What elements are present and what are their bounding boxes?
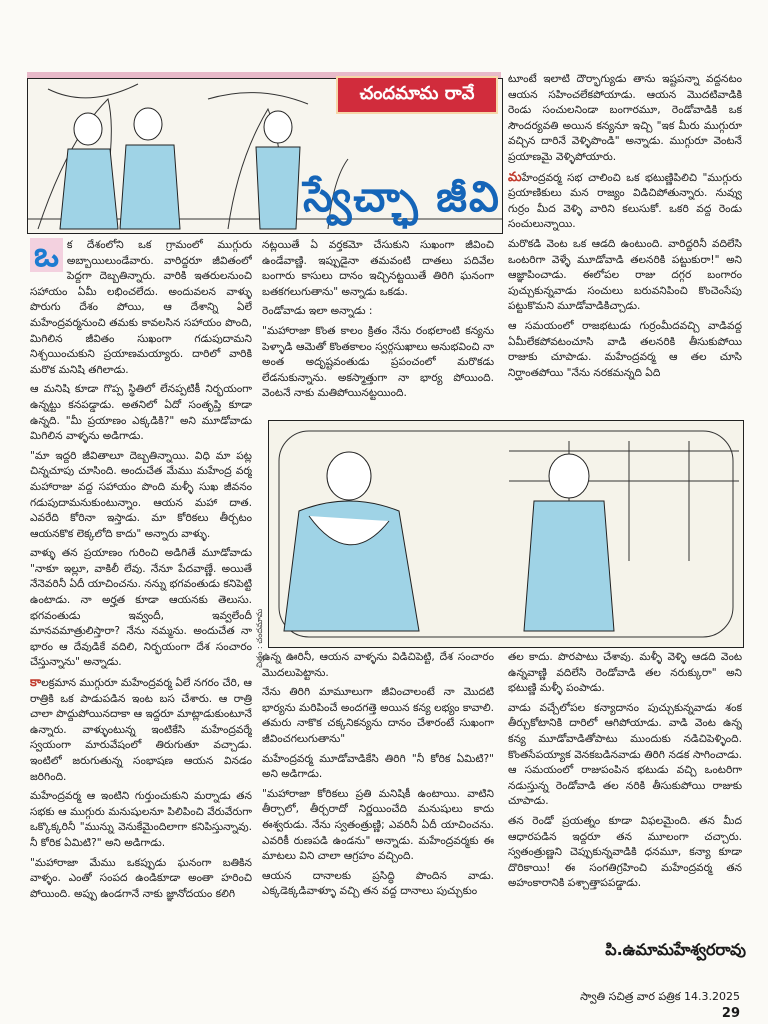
paragraph: "మా ఇద్దరి జీవితాలూ దెబ్బతిన్నాయి. విధి మా పట్ల చిన్నచూపు చూసింది. అందుచేత మేము మహేంద్ర వర్మ మహారాజు వద్ద సహాయం పొంది మళ్ళీ సుఖ జీవనం గడుపుదామనుకుంటున్నాం. ఆయన మహా దాత. ఎవరేది కోరినా ఇస్తాడు. మా కోరికలు తీర్చటం ఆయనకొక లెక్కలోది కాదు" అన్నారు వాళ్ళు. [30, 449, 252, 540]
author-name: పి.ఉమామహేశ్వరరావు [605, 940, 746, 959]
right-column-top [508, 72, 742, 416]
paragraph: మహేంద్రవర్మ మూడోవాడికేసి తిరిగి "నీ కోరిక ఏమిటి?" అని అడిగాడు. [262, 752, 494, 781]
paragraph: నట్లయితే ఏ వర్తకమో చేసుకుని సుఖంగా జీవించి ఉండేవాణ్ణి. ఇప్పుడైనా తమవంటి దాతలు పదివేల బంగారు కాసులు దానం ఇచ్చినట్టయితే తిరిగి ఘనంగా బతకగలుగుతాను" అన్నాడు ఒకడు. [262, 239, 494, 298]
magazine-name: స్వాతి సచిత్ర వార పత్రిక 14.3.2025 [580, 990, 740, 1003]
paragraph: నేను తిరిగి మామూలుగా జీవించాలంటే నా మొదటి భార్యను మరిపించే అందగత్తె అయిన కన్య లభ్యం కావాలి. తమరు నాకొక చక్కనికన్యను దానం చేశారంటే సుఖంగా జీవించగలుగుతాను" [262, 686, 494, 745]
paragraph: వాళ్ళు తన ప్రయాణం గురించి అడిగితే మూడోవాడు "నాకూ ఇల్లూ, వాకిలీ లేవు. నేనూ పేదవాణ్ణే. అయితే నేనెవరినీ ఏదీ యాచించను. నన్ను భగవంతుడు కనిపెట్టి ఉంటాడు. నా అర్హత కూడా ఆయనకు తెలుసు. భగవంతుడు ఇవ్వందీ, ఇవ్వలేందీ మానవమాత్రులిస్తారా? నేను నమ్మను. అందుచేత నా భారం ఆ దేవుడికే వదిలి, నిర్భయంగా దేశ సంచారం చేస్తున్నాను" అన్నాడు. [30, 547, 252, 669]
story-title: స్వేచ్ఛా జీవి [303, 172, 501, 221]
paragraph: ఆ సమయంలో రాజభటుడు గుర్రంమీదవచ్చి వాడివద్ద ఏమీలేకపోవటంచూసి వాడి తలనరికి తీసుకుపోయి రాజుకు చూపాడు. మహేంద్రవర్మ ఆ తల చూసి నిర్ఘాంతపోయి "నేను నరకమన్నది ఏది [508, 319, 742, 379]
paragraph: మరొకడి వెంట ఒక ఆడది ఉంటుంది. వారిద్దరినీ వదిలేసి ఒంటరిగా వెళ్ళే మూడోవాడి తలనరికి పట్టుకురా!" అని ఆజ్ఞాపించాడు. ఈలోపల రాజు దగ్గర బంగారం పుచ్చుకున్నవాడు సంచులు బరువనిపించి కొంచెంసేపు పట్టుకొమని మూడోవాడికిచ్చాడు. [508, 237, 742, 313]
paragraph: ఉన్న ఊరినీ, ఆయన వాళ్ళను విడిచిపెట్టి, దేశ సంచారం మొదలుపెట్టాను. [262, 651, 494, 679]
paragraph: రెండోవాడు ఇలా అన్నాడు : [262, 305, 373, 318]
paragraph: "మహారాజా మేము ఒకప్పుడు ఘనంగా బతికిన వాళ్ళం. ఎంతో సంపద ఉండికూడా అంతా హరించి పోయింది. అప్పు ఉండగానే నాకు జ్ఞానోదయం కలిగి [30, 856, 252, 900]
page-footer [560, 990, 740, 1021]
paragraph: ఆయన దానాలకు ప్రసిద్ధి పొందిన వాడు. ఎక్కడెక్కడివాళ్ళూ వచ్చి తన వద్ద దానాలు పుచ్చుకుం [262, 869, 494, 898]
page-number: 29 [721, 1006, 740, 1021]
paragraph: టూంటే ఇలాటి దౌర్భాగ్యుడు తాను ఇష్టపన్నా వద్దనటం ఆయన సహించలేకపోయాడు. ఆయన మొదటివాడికి రెండు సంచులనిండా బంగారమూ, రెండోవాడికి ఒక సౌందర్యవతి అయిన కన్యనూ ఇచ్చి "ఇక మీరు ముగ్గురూ వచ్చిన దారినే వెళ్ళిపొండి" అన్నాడు. ముగ్గురూ వెంటనే ప్రయాణమై వెళ్ళిపోయారు. [508, 73, 742, 163]
paragraph: "మహారాజా కోరికలు ప్రతి మనిషికీ ఉంటాయి. వాటిని తీర్చాలో, తీర్చరాదో నిర్ణయించేది మనుషులు కాదు ఈశ్వరుడు. నేను స్వతంత్రుణ్ణి; ఎవరినీ ఏదీ యాచించను. ఎవరికీ రుణపడి ఉండను" అన్నాడు. మహేంద్రవర్మకు ఈ మాటలు విని చాలా ఆగ్రహం వచ్చింది. [262, 787, 494, 863]
right-column-bottom [508, 650, 742, 936]
left-column [30, 238, 252, 998]
section-banner: చందమామ రావే [336, 76, 498, 114]
paragraph: మహేంద్రవర్మ ఆ ఇంటిని గుర్తుంచుకుని మర్నాడు తన సభకు ఆ ముగ్గురు మనుషులనూ పిలిపించి వేరువేరుగా ఒక్కొక్కరినీ "మున్ను వెనుకేమైందిలాగా కనిపిస్తున్నావు. నీ కోరిక ఏమిటి?" అని అడిగాడు. [30, 790, 252, 849]
king-court-illustration [268, 420, 744, 648]
paragraph: మహేంద్రవర్మ సభ చాలించి ఒక భటుణ్ణిపిలిచి "ముగ్గురు ప్రయాణికులు మన రాజ్యం విడిచిపోతున్నారు. నువ్వు గుర్రం మీద వెళ్ళి వారిని కలుసుకో. ఒకరి వద్ద రెండు సంచులున్నాయి. [508, 169, 742, 231]
paragraph: వాడు వచ్చేలోపల కన్యాదానం పుచ్చుకున్నవాడు శంక తీర్చుకోటానికి దారిలో ఆగిపోయాడు. వాడి వెంట ఉన్న కన్య మూడోవాడితోపాటు ముందుకు నడిచిపెళ్ళింది. కొంతసేపయ్యాక వెనకబడినవాడు తిరిగి నడక సాగించాడు. ఆ సమయంలో రాజుపంపిన భటుడు వచ్చి ఒంటరిగా నడుస్తున్న రెండోవాడి తల నరికి తీసుకుపోయి రాజుకు చూపాడు. [508, 701, 742, 808]
paragraph: "మహారాజా కొంత కాలం క్రితం నేను రంభలాంటి కన్యను పెళ్ళాడి ఆమెతో కొంతకాలం స్వర్గసుఖాలు అనుభవించి నా అంత అదృష్టవంతుడు ప్రపంచంలో మరొకడు లేడనుకున్నాను. అకస్మాత్తుగా నా భార్య పోయింది. వెంటనే నాకు మతిపోయినట్టయింది. [262, 324, 494, 400]
middle-column-bottom [262, 650, 494, 950]
drop-cap: ఒ [30, 238, 63, 272]
paragraph: తల కాదు. పొరపాటు చేశావు. మళ్ళీ వెళ్ళి ఆడది వెంట ఉన్నవాణ్ణి వదిలేసి రెండోవాడి తల నరుక్కురా" అని భటుణ్ణి మళ్ళీ పంపాడు. [508, 651, 742, 695]
paragraph: కాలక్రమాన ముగ్గురూ మహేంద్రవర్మ ఏలే నగరం చేరి, ఆ రాత్రికి ఒక పాడుపడిన ఇంట బస చేశారు. ఆ రాత్రి చాలా పొద్దుపోయినదాకా ఆ ఇద్దరూ మాట్లాడుకుంటూనే ఉన్నారు. వాళ్ళుంటున్న ఇంటికేసి మహేంద్రవర్మే స్వయంగా మారువేషంలో తిరుగుతూ వచ్చాడు. ఇంటిలో జరుగుతున్న సంభాషణ ఆయన వినడం జరిగింది. [30, 675, 252, 783]
section-initial: కా [30, 675, 42, 691]
paragraph: ఆ మనిషి కూడా గొప్ప స్థితిలో లేనప్పటికీ నిర్భయంగా ఉన్నట్టు కనపడ్డాడు. అతనిలో ఏదో సంతృప్తి కూడా ఉన్నది. "మీ ప్రయాణం ఎక్కడికి?" అని మూడోవాడు మిగిలిన వాళ్ళను అడిగాడు. [30, 383, 252, 443]
section-initial: మ [508, 169, 522, 185]
paragraph: ఒ క దేశంలోని ఒక గ్రామంలో ముగ్గురు అబ్బాయిలుండేవారు. వారిద్దరూ జీవితంలో పెద్దగా దెబ్బతిన్నారు. వారికి ఇతరులనుంచి సహాయం ఏమీ లభించలేదు. అందువలన వాళ్ళు పొరుగు దేశం పోయి, ఆ దేశాన్ని ఏలే మహేంద్రవర్మనుంచి తమకు కావలసిన సహాయం పొంది, మిగిలిన జీవితం సుఖంగా గడుపుదామని నిశ్చయించుకుని ప్రయాణమయ్యారు. దారిలో వారికి మరొక మనిషి తగిలాడు. [30, 238, 252, 376]
middle-column-top [262, 238, 494, 416]
illustration-credit: చిత్రం : చందమామ [255, 608, 264, 668]
paragraph: తన రెండో ప్రయత్నం కూడా విఫలమైంది. తన మీద ఆధారపడిన ఇద్దరూ తన మూలంగా చచ్చారు. స్వతంత్రుణ్ణని చెప్పుకున్నవాడికి ధనమూ, కన్యా కూడా దొరికాయి! ఈ సంగతిగ్రహించి మహేంద్రవర్మ తన అహంకారానికి పశ్చాత్తాపపడ్డాడు. [508, 814, 742, 890]
